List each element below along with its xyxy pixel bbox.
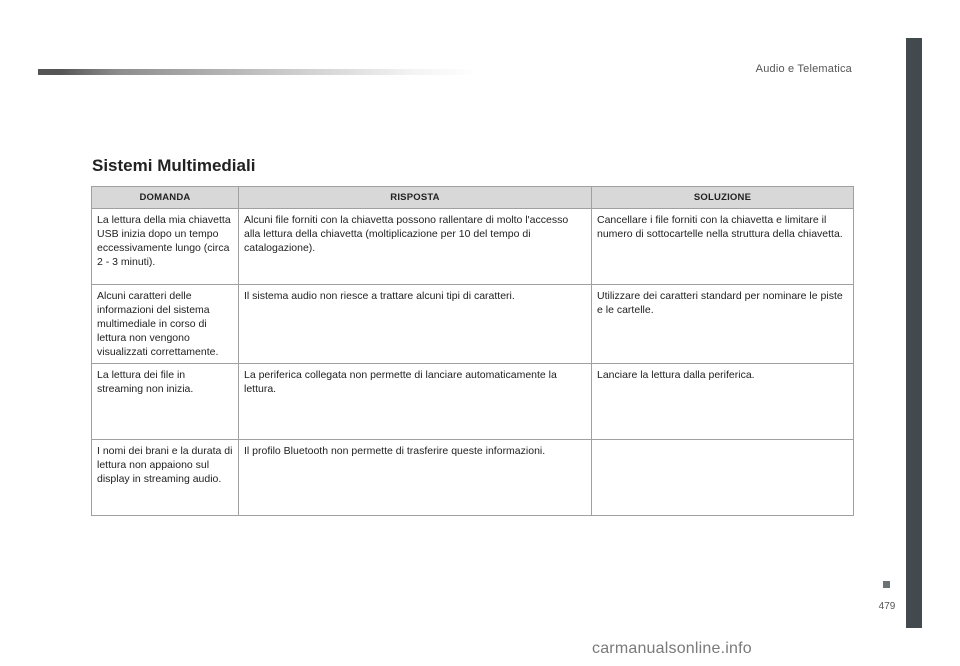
table-header-row bbox=[92, 187, 854, 209]
page-number: 479 bbox=[878, 601, 896, 612]
header-gradient-bar bbox=[38, 69, 478, 75]
column-header-domanda: DOMANDA bbox=[92, 187, 239, 209]
watermark-logo: carmanualsonline.info bbox=[592, 640, 752, 657]
page-heading: Sistemi Multimediali bbox=[92, 156, 256, 175]
answer-cell: Alcuni file forniti con la chiavetta possono rallentare di molto l'accesso alla lettura della chiavetta (moltiplicazione per 10 del tempo di catalogazione). bbox=[239, 209, 592, 285]
table-row bbox=[92, 440, 854, 516]
answer-cell: Il profilo Bluetooth non permette di trasferire queste informazioni. bbox=[239, 440, 592, 516]
answer-cell: Il sistema audio non riesce a trattare alcuni tipi di caratteri. bbox=[239, 285, 592, 364]
solution-cell: Utilizzare dei caratteri standard per nominare le piste e le cartelle. bbox=[592, 285, 854, 364]
question-cell: Alcuni caratteri delle informazioni del sistema multimediale in corso di lettura non vengono visualizzati correttamente. bbox=[92, 285, 239, 364]
page-marker-square bbox=[883, 581, 890, 588]
question-cell: La lettura dei file in streaming non inizia. bbox=[92, 364, 239, 440]
answer-cell: La periferica collegata non permette di lanciare automaticamente la lettura. bbox=[239, 364, 592, 440]
table-row bbox=[92, 209, 854, 285]
section-title: Audio e Telematica bbox=[755, 63, 852, 75]
column-header-risposta: RISPOSTA bbox=[239, 187, 592, 209]
table-row bbox=[92, 364, 854, 440]
column-header-soluzione: SOLUZIONE bbox=[592, 187, 854, 209]
solution-cell: Cancellare i file forniti con la chiavetta e limitare il numero di sottocartelle nella struttura della chiavetta. bbox=[592, 209, 854, 285]
side-chapter-band bbox=[906, 38, 922, 628]
solution-cell: Lanciare la lettura dalla periferica. bbox=[592, 364, 854, 440]
question-cell: I nomi dei brani e la durata di lettura non appaiono sul display in streaming audio. bbox=[92, 440, 239, 516]
faq-table bbox=[91, 186, 854, 516]
question-cell: La lettura della mia chiavetta USB inizia dopo un tempo eccessivamente lungo (circa 2 - 3 minuti). bbox=[92, 209, 239, 285]
table-row bbox=[92, 285, 854, 364]
solution-cell bbox=[592, 440, 854, 516]
